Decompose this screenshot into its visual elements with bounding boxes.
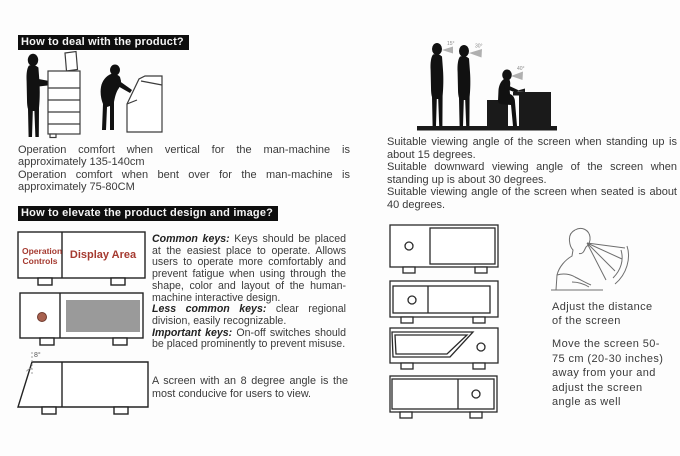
section-header-deal	[18, 35, 189, 50]
panel-label-operation-controls: Operation Controls	[22, 246, 63, 266]
less-common-keys-body: clear regional division, easily recognizable.	[152, 303, 346, 327]
angle-8-label: 8°	[34, 352, 41, 359]
desk	[513, 89, 551, 127]
device-variant-2	[390, 281, 498, 323]
console-drawing	[127, 76, 162, 132]
viewing-angle-text	[387, 136, 677, 212]
section-header-elevate-label: How to elevate the product design and image?	[21, 207, 274, 219]
diagram-8-degree-screen	[14, 348, 154, 418]
operation-comfort-text	[18, 144, 350, 194]
view-cone-seated	[511, 72, 523, 81]
angle-label-standing: 15°	[447, 41, 455, 47]
device-variant-3	[390, 328, 498, 369]
common-keys-paragraph	[152, 234, 346, 304]
move-screen-text: Move the screen 50-75 cm (20-30 inches) away from your and adjust the screen angle as well	[552, 338, 664, 408]
section-header-elevate	[18, 206, 278, 221]
gray-screen	[66, 300, 140, 332]
important-keys-lead: Important keys:	[152, 326, 233, 339]
less-common-keys-lead: Less common keys:	[152, 303, 267, 316]
sketch-view-fan	[587, 243, 629, 284]
less-common-keys-paragraph	[152, 304, 346, 327]
diagram-knob-screen	[16, 290, 148, 350]
angle-label-downward: 30°	[475, 43, 483, 50]
device-variant-1	[390, 225, 498, 273]
common-keys-body: Keys should be placed at the easiest place to operate. Allows users to operate more comfortably and prevent fatigue when using through the shape, color and layout of the human-machine interactive design.	[152, 233, 346, 304]
diagram-device-variants	[386, 220, 506, 422]
viewing-standing: Suitable viewing angle of the screen when standing up is about 15 degrees.	[387, 136, 677, 161]
view-cone-downward	[469, 49, 482, 58]
illustration-man-machine-postures	[18, 50, 168, 142]
important-keys-paragraph	[152, 328, 346, 351]
section-header-deal-label: How to deal with the product?	[21, 36, 184, 48]
common-keys-lead: Common keys:	[152, 233, 230, 245]
screen-angle-note: A screen with an 8 degree angle is the most conducive for users to view.	[152, 375, 348, 400]
ground-line	[417, 126, 557, 131]
adjust-distance-text: Adjust the distance of the screen	[552, 301, 653, 327]
view-cone-standing	[442, 47, 453, 54]
operation-comfort-bent: Operation comfort when bent over for the man-machine is approximately 75-80CM	[18, 168, 350, 194]
viewing-seated: Suitable viewing angle of the screen when seated is about 40 degrees.	[387, 186, 677, 211]
cabinet-drawing	[48, 52, 80, 138]
operation-comfort-vertical: Operation comfort when vertical for the man-machine is approximately 135-140cm	[18, 144, 350, 169]
important-keys-body: On-off switches should be placed prominently to prevent misuse.	[152, 326, 346, 351]
viewing-downward: Suitable downward viewing angle of the screen when standing up is about 30 degrees.	[387, 161, 677, 186]
figure-standing-viewer-2	[458, 45, 471, 126]
sketch-viewing-distance	[545, 222, 665, 302]
knob-dot	[38, 313, 47, 322]
keys-guidelines-text	[152, 234, 346, 351]
figure-standing-viewer-1	[431, 43, 444, 126]
angle-label-seated: 40°	[517, 66, 525, 72]
panel-label-display-area: Display Area	[69, 249, 137, 261]
device-variant-4	[390, 376, 497, 418]
illustration-viewing-angles	[415, 38, 565, 133]
